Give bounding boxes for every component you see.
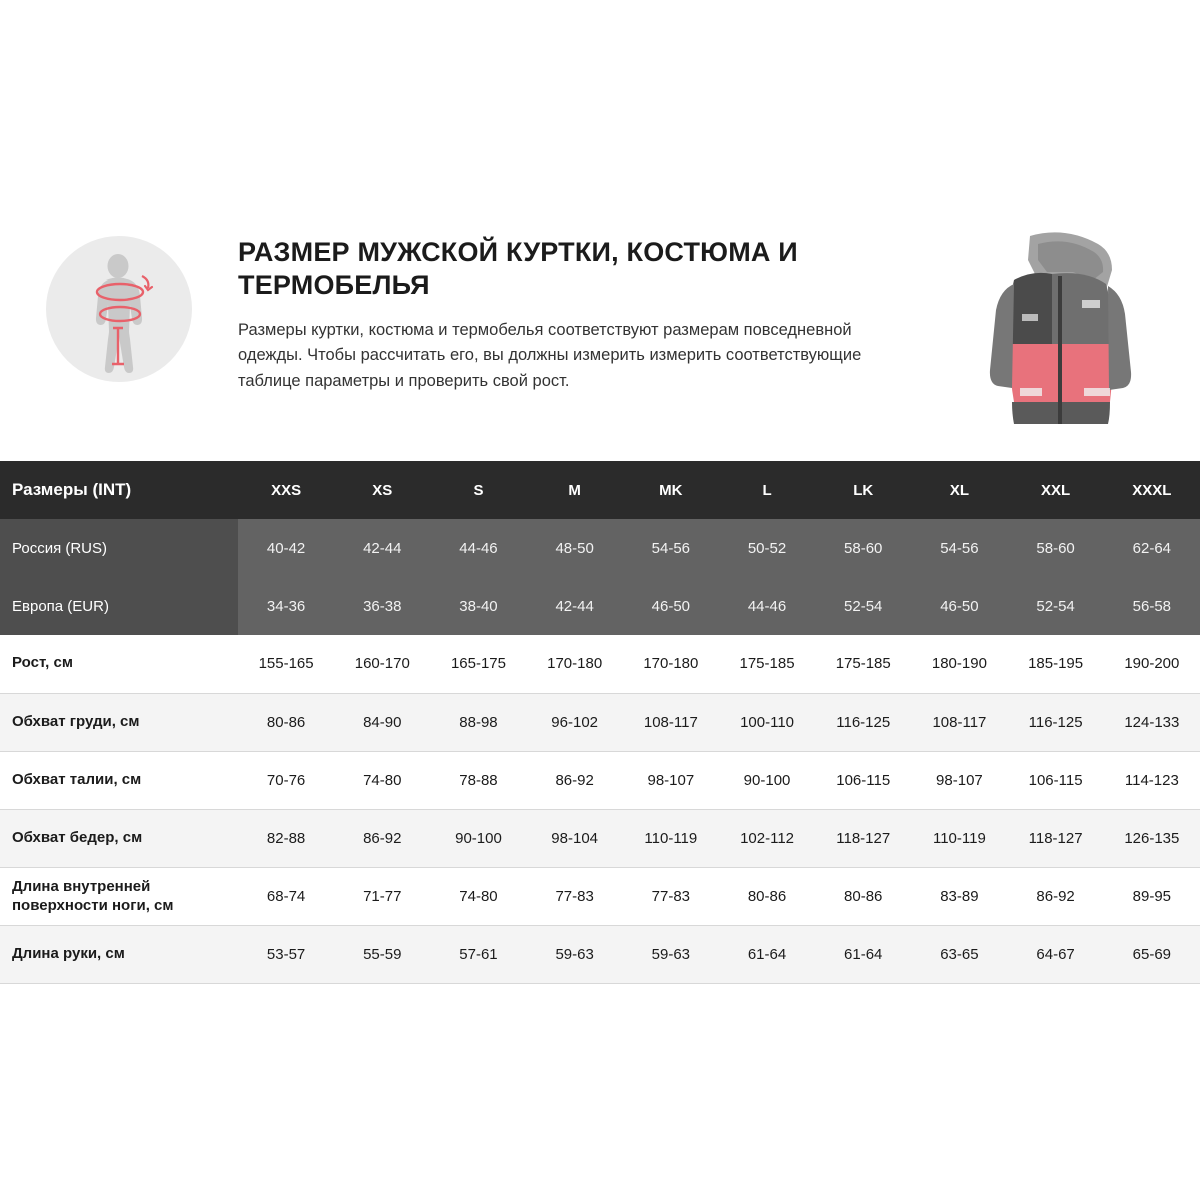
page-title: РАЗМЕР МУЖСКОЙ КУРТКИ, КОСТЮМА И ТЕРМОБЕЛЬЯ (238, 237, 798, 300)
cell-height-lk: 175-185 (815, 635, 911, 693)
column-header-mk: MK (623, 461, 719, 519)
body-measure-illustration (46, 236, 192, 382)
cell-chest-xxl: 116-125 (1008, 693, 1104, 751)
cell-hips-xxs: 82-88 (238, 809, 334, 867)
cell-arm-xxxl: 65-69 (1104, 925, 1200, 983)
cell-hips-l: 102-112 (719, 809, 815, 867)
cell-hips-lk: 118-127 (815, 809, 911, 867)
cell-waist-xxxl: 114-123 (1104, 751, 1200, 809)
cell-eur-mk: 46-50 (623, 577, 719, 635)
table-header-row (0, 461, 1200, 519)
page-description: Размеры куртки, костюма и термобелья соответствуют размерам повседневной одежды. Чтобы рассчитать его, вы должны измерить измерить соответствующие таблице параметры и проверить свой рост. (238, 320, 862, 390)
jacket-photo-illustration (970, 228, 1160, 453)
column-header-xxl: XXL (1008, 461, 1104, 519)
cell-arm-xs: 55-59 (334, 925, 430, 983)
cell-hips-xs: 86-92 (334, 809, 430, 867)
cell-waist-xxs: 70-76 (238, 751, 334, 809)
cell-rus-s: 44-46 (430, 519, 526, 577)
cell-chest-lk: 116-125 (815, 693, 911, 751)
table-head (0, 461, 1200, 519)
cell-height-s: 165-175 (430, 635, 526, 693)
table-row (0, 577, 1200, 635)
cell-rus-l: 50-52 (719, 519, 815, 577)
row-label-height: Рост, см (0, 635, 238, 693)
cell-eur-xxl: 52-54 (1008, 577, 1104, 635)
cell-rus-lk: 58-60 (815, 519, 911, 577)
cell-chest-mk: 108-117 (623, 693, 719, 751)
cell-chest-xl: 108-117 (911, 693, 1007, 751)
cell-rus-xxl: 58-60 (1008, 519, 1104, 577)
table-row (0, 635, 1200, 693)
row-label-arm: Длина руки, см (0, 925, 238, 983)
cell-inseam-xxs: 68-74 (238, 867, 334, 925)
cell-hips-m: 98-104 (527, 809, 623, 867)
column-header-xs: XS (334, 461, 430, 519)
cell-chest-m: 96-102 (527, 693, 623, 751)
cell-chest-xxs: 80-86 (238, 693, 334, 751)
column-header-xxxl: XXXL (1104, 461, 1200, 519)
cell-height-xs: 160-170 (334, 635, 430, 693)
table-row (0, 693, 1200, 751)
cell-waist-m: 86-92 (527, 751, 623, 809)
body-measure-icon (46, 236, 192, 382)
table-row (0, 809, 1200, 867)
column-header-sizes: Размеры (INT) (0, 461, 238, 519)
cell-inseam-xl: 83-89 (911, 867, 1007, 925)
cell-arm-xxl: 64-67 (1008, 925, 1104, 983)
cell-rus-xxxl: 62-64 (1104, 519, 1200, 577)
size-table (0, 461, 1200, 984)
column-header-s: S (430, 461, 526, 519)
column-header-xl: XL (911, 461, 1007, 519)
cell-hips-xxxl: 126-135 (1104, 809, 1200, 867)
cell-hips-mk: 110-119 (623, 809, 719, 867)
cell-height-xxs: 155-165 (238, 635, 334, 693)
cell-eur-xl: 46-50 (911, 577, 1007, 635)
cell-inseam-l: 80-86 (719, 867, 815, 925)
cell-arm-mk: 59-63 (623, 925, 719, 983)
cell-waist-xxl: 106-115 (1008, 751, 1104, 809)
cell-eur-xxs: 34-36 (238, 577, 334, 635)
cell-chest-l: 100-110 (719, 693, 815, 751)
cell-inseam-xxxl: 89-95 (1104, 867, 1200, 925)
table-row (0, 867, 1200, 925)
cell-hips-s: 90-100 (430, 809, 526, 867)
row-label-waist: Обхват талии, см (0, 751, 238, 809)
cell-chest-s: 88-98 (430, 693, 526, 751)
cell-height-m: 170-180 (527, 635, 623, 693)
cell-inseam-s: 74-80 (430, 867, 526, 925)
row-label-inseam: Длина внутренней поверхности ноги, см (0, 867, 238, 925)
column-header-m: M (527, 461, 623, 519)
cell-waist-mk: 98-107 (623, 751, 719, 809)
row-label-eur: Европа (EUR) (0, 577, 238, 635)
cell-waist-lk: 106-115 (815, 751, 911, 809)
cell-arm-xl: 63-65 (911, 925, 1007, 983)
cell-waist-xl: 98-107 (911, 751, 1007, 809)
cell-arm-m: 59-63 (527, 925, 623, 983)
column-header-l: L (719, 461, 815, 519)
cell-rus-xs: 42-44 (334, 519, 430, 577)
cell-arm-lk: 61-64 (815, 925, 911, 983)
cell-rus-xl: 54-56 (911, 519, 1007, 577)
cell-inseam-lk: 80-86 (815, 867, 911, 925)
cell-height-mk: 170-180 (623, 635, 719, 693)
cell-arm-xxs: 53-57 (238, 925, 334, 983)
badge-icon-container (0, 218, 238, 382)
jacket-photo (970, 228, 1160, 453)
cell-eur-l: 44-46 (719, 577, 815, 635)
cell-height-l: 175-185 (719, 635, 815, 693)
cell-arm-s: 57-61 (430, 925, 526, 983)
cell-chest-xs: 84-90 (334, 693, 430, 751)
cell-waist-s: 78-88 (430, 751, 526, 809)
table-row (0, 925, 1200, 983)
cell-inseam-m: 77-83 (527, 867, 623, 925)
cell-eur-m: 42-44 (527, 577, 623, 635)
row-label-chest: Обхват груди, см (0, 693, 238, 751)
column-header-lk: LK (815, 461, 911, 519)
cell-waist-l: 90-100 (719, 751, 815, 809)
cell-arm-l: 61-64 (719, 925, 815, 983)
cell-inseam-xxl: 86-92 (1008, 867, 1104, 925)
cell-rus-m: 48-50 (527, 519, 623, 577)
table-body (0, 519, 1200, 983)
cell-eur-s: 38-40 (430, 577, 526, 635)
cell-eur-lk: 52-54 (815, 577, 911, 635)
cell-hips-xl: 110-119 (911, 809, 1007, 867)
cell-eur-xxxl: 56-58 (1104, 577, 1200, 635)
cell-height-xl: 180-190 (911, 635, 1007, 693)
cell-inseam-xs: 71-77 (334, 867, 430, 925)
cell-height-xxl: 185-195 (1008, 635, 1104, 693)
cell-waist-xs: 74-80 (334, 751, 430, 809)
table-row (0, 519, 1200, 577)
cell-inseam-mk: 77-83 (623, 867, 719, 925)
cell-eur-xs: 36-38 (334, 577, 430, 635)
table-row (0, 751, 1200, 809)
row-label-rus: Россия (RUS) (0, 519, 238, 577)
cell-rus-xxs: 40-42 (238, 519, 334, 577)
cell-height-xxxl: 190-200 (1104, 635, 1200, 693)
column-header-xxs: XXS (238, 461, 334, 519)
cell-chest-xxxl: 124-133 (1104, 693, 1200, 751)
cell-hips-xxl: 118-127 (1008, 809, 1104, 867)
cell-rus-mk: 54-56 (623, 519, 719, 577)
header-section (0, 218, 1200, 461)
row-label-hips: Обхват бедер, см (0, 809, 238, 867)
